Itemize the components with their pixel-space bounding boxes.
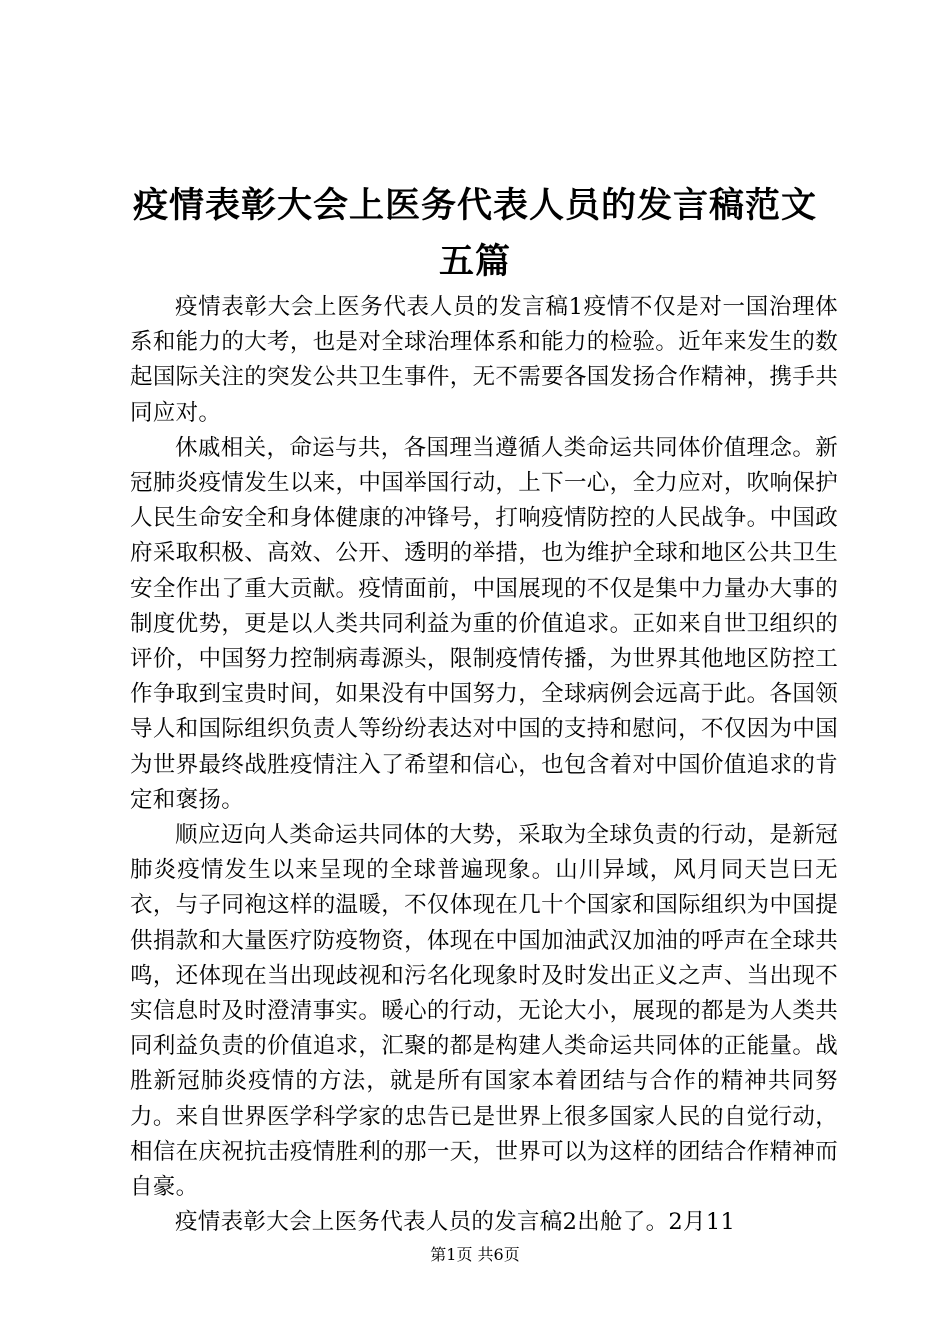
paragraph-4: 疫情表彰大会上医务代表人员的发言稿2出舱了。2月11 [175,1209,736,1236]
paragraph-1: 疫情表彰大会上医务代表人员的发言稿1疫情不仅是对一国治理体系和能力的大考，也是对全球治理体系和能力的检验。近年来发生的数起国际关注的突发公共卫生事件，无不需要各国发扬合作精神，携手共同应对。 [130,294,838,426]
document-body [130,290,838,1240]
paragraph-2: 休戚相关，命运与共，各国理当遵循人类命运共同体价值理念。新冠肺炎疫情发生以来，中国举国行动，上下一心，全力应对，吹响保护人民生命安全和身体健康的冲锋号，打响疫情防控的人民战争。中国政府采取积极、高效、公开、透明的举措，也为维护全球和地区公共卫生安全作出了重大贡献。疫情面前，中国展现的不仅是集中力量办大事的制度优势，更是以人类共同利益为重的价值追求。正如来自世卫组织的评价，中国努力控制病毒源头，限制疫情传播，为世界其他地区防控工作争取到宝贵时间，如果没有中国努力，全球病例会远高于此。各国领导人和国际组织负责人等纷纷表达对中国的支持和慰问，不仅因为中国为世界最终战胜疫情注入了希望和信心，也包含着对中国价值追求的肯定和褒扬。 [130,434,838,813]
document-title: 疫情表彰大会上医务代表人员的发言稿范文五篇 [132,186,817,282]
paragraph-3: 顺应迈向人类命运共同体的大势，采取为全球负责的行动，是新冠肺炎疫情发生以来呈现的全球普遍现象。山川异域，风月同天岂曰无衣，与子同袍这样的温暖，不仅体现在几十个国家和国际组织为中国提供捐款和大量医疗防疫物资，体现在中国加油武汉加油的呼声在全球共鸣，还体现在当出现歧视和污名化现象时及时发出正义之声、当出现不实信息时及时澄清事实。暖心的行动，无论大小，展现的都是为人类共同利益负责的价值追求，汇聚的都是构建人类命运共同体的正能量。战胜新冠肺炎疫情的方法，就是所有国家本着团结与合作的精神共同努力。来自世界医学科学家的忠告已是世界上很多国家人民的自觉行动，相信在庆祝抗击疫情胜利的那一天，世界可以为这样的团结合作精神而自豪。 [130,822,838,1201]
page-footer: 第1页 共6页 [430,1245,520,1264]
